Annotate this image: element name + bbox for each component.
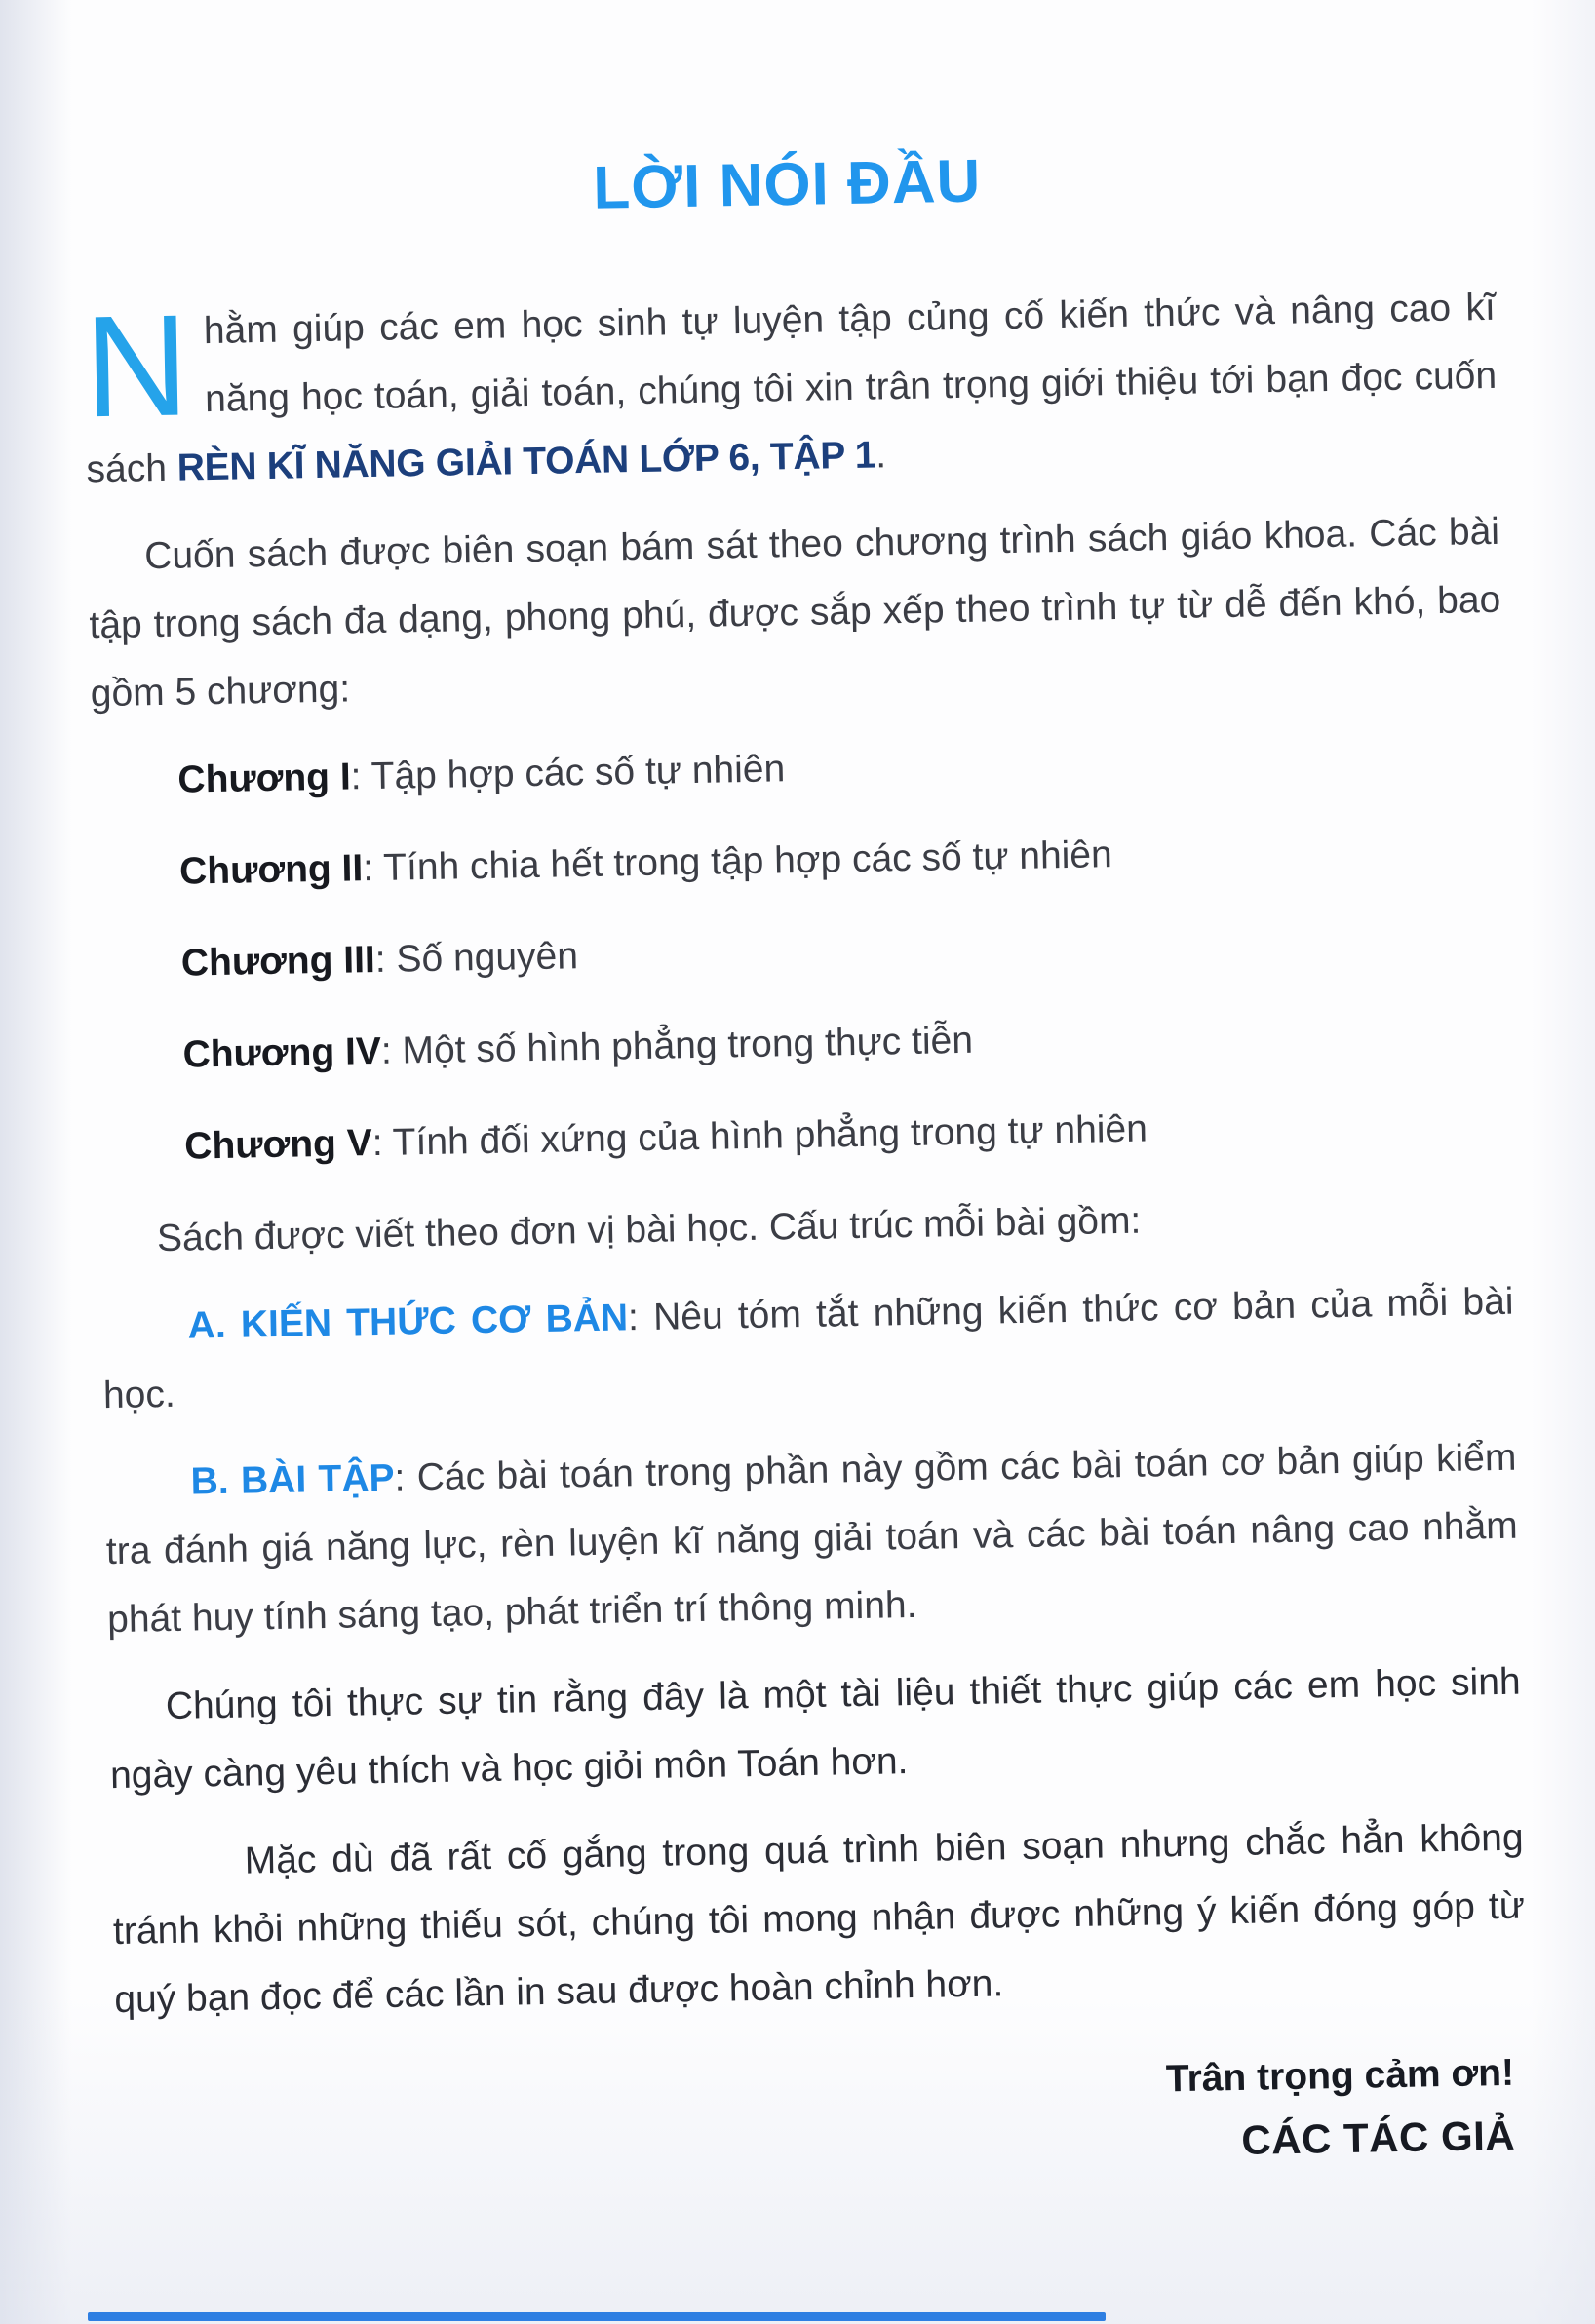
chapter-desc: : Tập hợp các số tự nhiên xyxy=(350,748,786,798)
structure-intro-paragraph: Sách được viết theo đơn vị bài học. Cấu trúc mỗi bài gồm: xyxy=(156,1199,1142,1260)
chapter-label: Chương I xyxy=(177,755,352,801)
section-desc: : Nêu tóm tắt những kiến thức cơ bản của mỗi bài học. xyxy=(102,1280,1514,1417)
section-kien-thuc-co-ban xyxy=(101,1268,1515,1431)
intro-paragraph xyxy=(83,274,1498,504)
chapter-label: Chương III xyxy=(180,938,376,985)
chapter-item xyxy=(180,906,1507,998)
chapter-desc: : Tính chia hết trong tập hợp các số tự nhiên xyxy=(362,833,1113,890)
footer-accent-bar xyxy=(88,2312,1106,2321)
chapter-desc: : Một số hình phẳng trong thực tiễn xyxy=(380,1019,974,1072)
chapter-label: Chương IV xyxy=(182,1029,382,1076)
chapter-desc: : Tính đối xứng của hình phẳng trong tự nhiên xyxy=(371,1107,1148,1165)
signature-authors: CÁC TÁC GIẢ xyxy=(1240,2111,1516,2163)
book-title: RÈN KĨ NĂNG GIẢI TOÁN LỚP 6, TẬP 1 xyxy=(176,434,876,489)
closing-apology-paragraph: Mặc dù đã rất cố gắng trong quá trình biên soạn nhưng chắc hẳn không tránh khỏi những thiếu sót, chúng tôi mong nhận được những ý kiến đóng góp từ quý bạn đọc để các lần in sau được hoàn chỉnh hơn. xyxy=(112,1816,1526,2022)
signature-block xyxy=(116,2042,1530,2193)
chapter-label: Chương V xyxy=(183,1122,373,1168)
page-title: LỜI NÓI ĐẦU xyxy=(592,147,982,222)
chapter-item xyxy=(184,1089,1511,1181)
intro-period: . xyxy=(875,434,887,477)
intro-text: hằm giúp các em học sinh tự luyện tập củng cố kiến thức và nâng cao kĩ năng học toán, giải toán, chúng tôi xin trân trọng giới thiệu tới bạn đọc cuốn sách xyxy=(86,286,1498,491)
overview-paragraph: Cuốn sách được biên soạn bám sát theo chương trình sách giáo khoa. Các bài tập trong sách đa dạng, phong phú, được sắp xếp theo trình tự từ dễ đến khó, bao gồm 5 chương: xyxy=(89,510,1501,716)
chapter-item xyxy=(177,722,1504,815)
section-label: B. BÀI TẬP xyxy=(190,1456,395,1503)
dropcap-letter: N xyxy=(83,285,191,448)
section-label: A. KIẾN THỨC CƠ BẢN xyxy=(187,1297,629,1347)
chapter-desc: : Số nguyên xyxy=(374,935,579,981)
section-bai-tap xyxy=(104,1424,1520,1654)
signature-thanks: Trân trọng cảm ơn! xyxy=(1165,2051,1515,2101)
section-desc: : Các bài toán trong phần này gồm các bài toán cơ bản giúp kiểm tra đánh giá năng lực, rèn luyện kĩ năng giải toán và các bài toán nâng cao nhằm phát huy tính sáng tạo, phát triển trí thông minh. xyxy=(105,1436,1519,1642)
chapter-label: Chương II xyxy=(178,847,364,893)
closing-belief-paragraph: Chúng tôi thực sự tin rằng đây là một tài liệu thiết thực giúp các em học sinh ngày càng yêu thích và học giỏi môn Toán hơn. xyxy=(109,1660,1522,1798)
page-content xyxy=(81,134,1530,2192)
chapter-item xyxy=(182,997,1509,1090)
chapter-item xyxy=(179,814,1506,907)
